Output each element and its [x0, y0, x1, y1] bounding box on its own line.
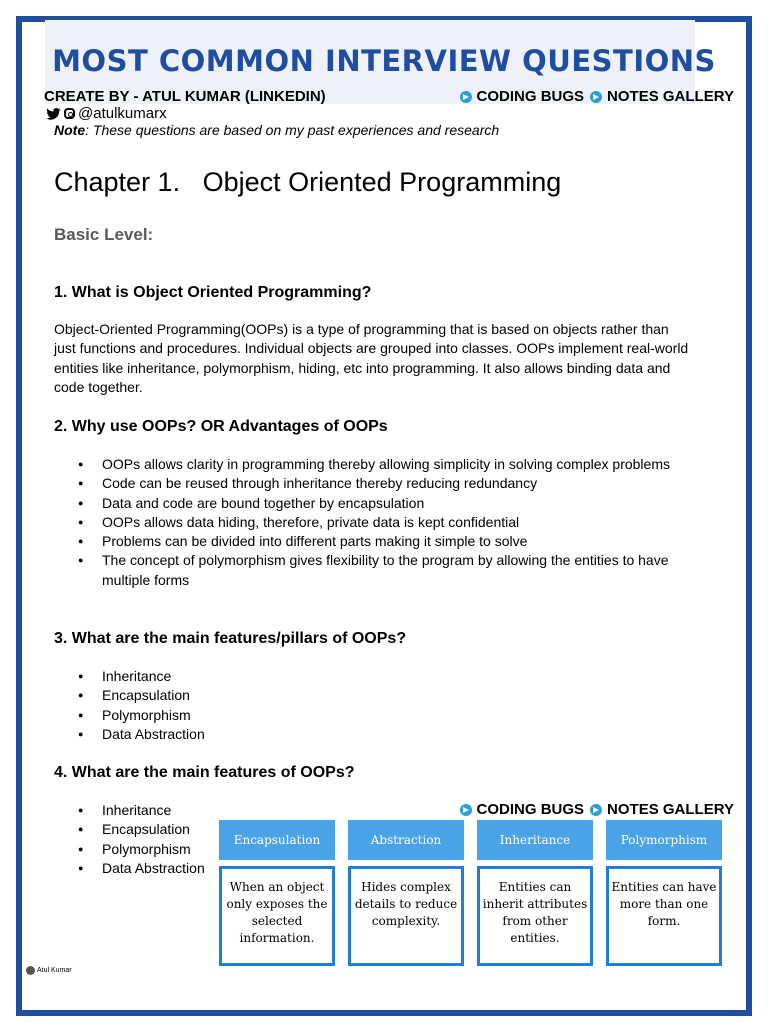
- social-handle[interactable]: @atulkumarx: [78, 105, 167, 122]
- question-3-list: [54, 667, 694, 744]
- list-item: ● Problems can be divided into different parts making it simple to solve: [54, 532, 694, 551]
- author-name: Atul Kumar: [37, 967, 72, 974]
- pillar-heading: Encapsulation: [219, 820, 335, 860]
- oop-pillars-diagram: [219, 820, 722, 964]
- instagram-icon: [64, 108, 75, 119]
- creator-credit: CREATE BY - ATUL KUMAR (LINKEDIN): [44, 88, 326, 105]
- page-title: MOST COMMON INTERVIEW QUESTIONS: [52, 44, 716, 78]
- list-item: ● OOPs allows data hiding, therefore, private data is kept confidential: [54, 513, 694, 532]
- channel-links: [460, 88, 734, 105]
- telegram-icon: [590, 91, 602, 103]
- question-2-list: [54, 455, 694, 590]
- question-4-title: 4. What are the main features of OOPs?: [54, 764, 355, 781]
- list-item: ● Inheritance: [54, 667, 694, 686]
- list-item: ● Data Abstraction: [54, 859, 244, 878]
- question-3-title: 3. What are the main features/pillars of OOPs?: [54, 630, 407, 647]
- pillar-description: Entities can inherit attributes from other entities.: [477, 866, 593, 966]
- list-item: ● Code can be reused through inheritance thereby reducing redundancy: [54, 474, 694, 493]
- note: [54, 122, 499, 138]
- question-1-title: 1. What is Object Oriented Programming?: [54, 284, 372, 301]
- channel-notes-gallery[interactable]: NOTES GALLERY: [607, 801, 734, 818]
- pillar-description: Entities can have more than one form.: [606, 866, 722, 966]
- list-item: ● Encapsulation: [54, 820, 244, 839]
- list-item: ● Polymorphism: [54, 706, 694, 725]
- social-handle-row: [46, 105, 167, 122]
- telegram-icon: [590, 804, 602, 816]
- list-item: ● The concept of polymorphism gives flexibility to the program by allowing the entities to have multiple forms: [54, 551, 694, 590]
- pillar-encapsulation: [219, 820, 335, 966]
- twitter-icon: [46, 108, 61, 120]
- author-badge: [26, 966, 72, 975]
- pillar-description: When an object only exposes the selected information.: [219, 866, 335, 966]
- note-label: Note: [54, 122, 86, 138]
- channel-links-bottom: [460, 801, 734, 818]
- pillar-description: Hides complex details to reduce complexity.: [348, 866, 464, 966]
- list-item: ● OOPs allows clarity in programming thereby allowing simplicity in solving complex problems: [54, 455, 694, 474]
- question-2-title: 2. Why use OOPs? OR Advantages of OOPs: [54, 418, 388, 435]
- avatar: [26, 966, 35, 975]
- telegram-icon: [460, 91, 472, 103]
- pillar-heading: Abstraction: [348, 820, 464, 860]
- pillar-inheritance: [477, 820, 593, 966]
- list-item: ● Polymorphism: [54, 840, 244, 859]
- chapter-title: Chapter 1. Object Oriented Programming: [54, 167, 562, 197]
- list-item: ● Inheritance: [54, 801, 244, 820]
- pillar-polymorphism: [606, 820, 722, 966]
- pillar-heading: Inheritance: [477, 820, 593, 860]
- list-item: ● Encapsulation: [54, 686, 694, 705]
- list-item: ● Data and code are bound together by encapsulation: [54, 494, 694, 513]
- pillar-abstraction: [348, 820, 464, 966]
- pillar-heading: Polymorphism: [606, 820, 722, 860]
- channel-coding-bugs[interactable]: CODING BUGS: [476, 801, 585, 818]
- channel-coding-bugs[interactable]: CODING BUGS: [476, 88, 585, 105]
- list-item: ● Data Abstraction: [54, 725, 694, 744]
- question-4-list: [54, 801, 244, 878]
- level-heading: Basic Level:: [54, 225, 154, 244]
- telegram-icon: [460, 804, 472, 816]
- note-text: : These questions are based on my past experiences and research: [85, 122, 500, 138]
- channel-notes-gallery[interactable]: NOTES GALLERY: [607, 88, 734, 105]
- question-1-answer: Object-Oriented Programming(OOPs) is a type of programming that is based on objects rather than just functions and procedures. Individual objects are grouped into classes. OOPs implement real-world entities like inheritance, polymorphism, hiding, etc into programming. It also allows binding data and code together.: [54, 321, 689, 395]
